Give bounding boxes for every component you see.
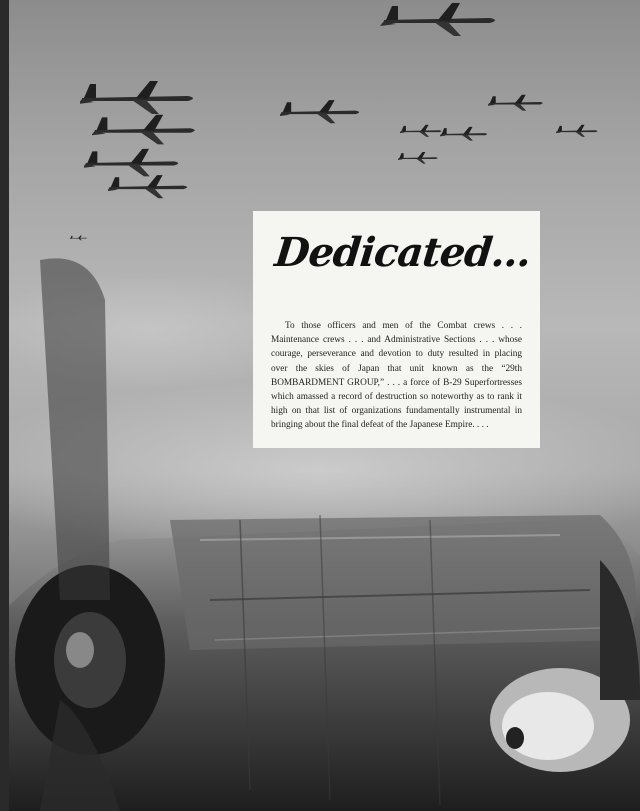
dedication-panel [253,211,540,448]
page-binding-edge [0,0,9,811]
dedication-title: Dedicated... [272,229,533,276]
dedication-body: To those officers and men of the Combat crews . . . Maintenance crews . . . and Administrative Sections . . . whose courage, perseverance and devotion to duty resulted in placing over the skies of Japan that unit known as the “29th BOMBARDMENT GROUP,” . . . a force of B-29 Superfortresses which amassed a record of destruction so noteworthy as to rank it high on that list of organizations fundamentally instrumental in bringing about the final defeat of the Japanese Empire. . . . [271,321,522,431]
